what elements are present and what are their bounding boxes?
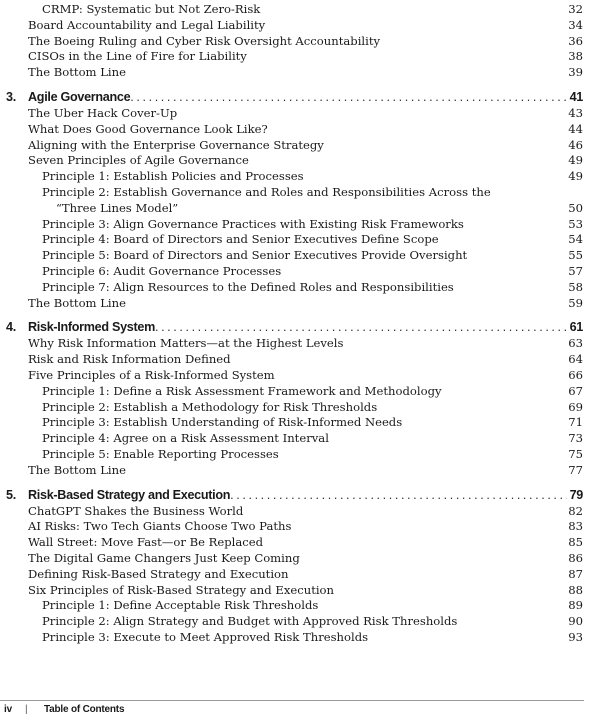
chapter-number: 4.: [6, 320, 16, 335]
toc-entry-title: Principle 5: Board of Directors and Senior Executives Provide Oversight: [42, 248, 468, 263]
toc-entry-page: 87: [568, 566, 583, 581]
toc-entry[interactable]: [0, 384, 606, 400]
toc-entry[interactable]: [0, 415, 606, 431]
chapter-title: Risk-Based Strategy and Execution: [28, 487, 231, 502]
toc-entry-page: 32: [568, 2, 583, 16]
toc-entry-page: 82: [568, 503, 583, 518]
toc-entry[interactable]: [0, 368, 606, 384]
toc-entry[interactable]: [0, 106, 606, 122]
toc-entry-title: Defining Risk-Based Strategy and Execution: [28, 566, 289, 581]
toc-entry-title: What Does Good Governance Look Like?: [28, 121, 268, 136]
toc-entry-title: Principle 3: Execute to Meet Approved Risk Thresholds: [42, 629, 369, 644]
toc-entry-title: The Bottom Line: [28, 462, 126, 477]
toc-entry[interactable]: [0, 352, 606, 368]
toc-entry-page: 69: [568, 399, 583, 414]
toc-entry-page: 54: [568, 232, 583, 247]
toc-chapter-heading[interactable]: [0, 89, 606, 106]
chapter-page: 79: [569, 487, 583, 502]
toc-entry[interactable]: [0, 598, 606, 614]
toc-entry[interactable]: [0, 630, 606, 646]
toc-entry[interactable]: [0, 65, 606, 81]
toc-entry-title: Principle 1: Define Acceptable Risk Thresholds: [42, 598, 319, 613]
toc-entry-title: AI Risks: Two Tech Giants Choose Two Paths: [28, 519, 292, 534]
toc-entry-page: 43: [568, 105, 583, 120]
toc-entry-page: 83: [568, 519, 583, 534]
footer-separator: |: [25, 704, 28, 715]
toc-entry[interactable]: [0, 232, 606, 248]
running-title: Table of Contents: [44, 704, 125, 715]
toc-entry[interactable]: [0, 18, 606, 34]
toc-chapter-heading[interactable]: [0, 487, 606, 504]
chapter-page: 61: [569, 320, 583, 335]
toc-entry-title: The Bottom Line: [28, 295, 126, 310]
toc-entry-page: 49: [568, 153, 583, 168]
chapter-number: 3.: [6, 89, 16, 104]
page-folio: iv: [4, 704, 12, 715]
toc-entry-title: Wall Street: Move Fast—or Be Replaced: [28, 535, 264, 550]
toc-entry[interactable]: [0, 400, 606, 416]
dot-leader: [130, 89, 566, 106]
toc-entry-title: The Uber Hack Cover-Up: [28, 105, 178, 120]
toc-entry[interactable]: [0, 2, 606, 18]
toc-entry[interactable]: [0, 567, 606, 583]
toc-entry[interactable]: [0, 583, 606, 599]
toc-entry-continuation[interactable]: [0, 201, 606, 217]
toc-entry-page: 63: [568, 336, 583, 351]
dot-leader: [155, 319, 567, 336]
chapter-number: 5.: [6, 487, 16, 502]
toc-entry[interactable]: [0, 447, 606, 463]
toc-entry-page: 86: [568, 550, 583, 565]
toc-entry-title: CRMP: Systematic but Not Zero-Risk: [42, 2, 261, 16]
toc-entry[interactable]: [0, 248, 606, 264]
footer-rule: [0, 700, 584, 701]
toc-entry-page: 88: [568, 582, 583, 597]
toc-entry-page: 55: [568, 248, 583, 263]
toc-entry-title: Principle 3: Align Governance Practices with Existing Risk Frameworks: [42, 216, 464, 231]
toc-entry-title: Principle 1: Define a Risk Assessment Framework and Methodology: [42, 383, 442, 398]
toc-entry[interactable]: [0, 519, 606, 535]
toc-entry[interactable]: [0, 504, 606, 520]
toc-entry-page: 50: [568, 200, 583, 215]
toc-entry-page: 59: [568, 295, 583, 310]
table-of-contents: [0, 2, 606, 646]
toc-entry[interactable]: [0, 138, 606, 154]
toc-entry-page: 75: [568, 446, 583, 461]
toc-entry[interactable]: [0, 463, 606, 479]
toc-entry-page: 73: [568, 431, 583, 446]
toc-entry-page: 39: [568, 65, 583, 80]
toc-entry-title: Board Accountability and Legal Liability: [28, 17, 266, 32]
toc-entry-page: 93: [568, 629, 583, 644]
toc-entry-page: 58: [568, 279, 583, 294]
toc-entry[interactable]: [0, 169, 606, 185]
toc-entry-title: The Digital Game Changers Just Keep Coming: [28, 550, 300, 565]
toc-entry-title: Risk and Risk Information Defined: [28, 352, 231, 367]
toc-entry-page: 36: [568, 33, 583, 48]
toc-entry-page: 46: [568, 137, 583, 152]
toc-entry-page: 57: [568, 263, 583, 278]
toc-entry-page: 64: [568, 352, 583, 367]
toc-entry-title: Principle 2: Establish a Methodology for Risk Thresholds: [42, 399, 378, 414]
toc-entry[interactable]: [0, 336, 606, 352]
toc-entry-page: 77: [568, 462, 583, 477]
toc-entry-page: 49: [568, 169, 583, 184]
toc-entry-page: 71: [568, 415, 583, 430]
toc-entry[interactable]: [0, 280, 606, 296]
toc-chapter-heading[interactable]: [0, 319, 606, 336]
toc-entry-page: 66: [568, 367, 583, 382]
toc-entry-title: Why Risk Information Matters—at the Highest Levels: [28, 336, 344, 351]
chapter-title: Risk-Informed System: [28, 320, 155, 335]
toc-entry-title: Principle 6: Audit Governance Processes: [42, 263, 282, 278]
toc-entry-title: Principle 2: Align Strategy and Budget with Approved Risk Thresholds: [42, 614, 458, 629]
toc-entry-title: Principle 3: Establish Understanding of Risk-Informed Needs: [42, 415, 403, 430]
toc-entry[interactable]: [0, 264, 606, 280]
toc-entry-title: Principle 5: Enable Reporting Processes: [42, 446, 279, 461]
toc-entry-page: 90: [568, 614, 583, 629]
toc-entry[interactable]: [0, 296, 606, 312]
toc-entry-page: 38: [568, 49, 583, 64]
toc-entry-title: The Boeing Ruling and Cyber Risk Oversight Accountability: [28, 33, 381, 48]
page-footer: [4, 704, 124, 715]
toc-entry[interactable]: [0, 551, 606, 567]
chapter-title: Agile Governance: [28, 89, 131, 104]
toc-entry[interactable]: [0, 34, 606, 50]
toc-entry-title: Six Principles of Risk-Based Strategy and Execution: [28, 582, 335, 597]
toc-entry[interactable]: [0, 535, 606, 551]
toc-entry-title: ChatGPT Shakes the Business World: [28, 503, 244, 518]
toc-entry[interactable]: [0, 217, 606, 233]
toc-entry-title: Five Principles of a Risk-Informed System: [28, 367, 275, 382]
toc-entry-title: The Bottom Line: [28, 65, 126, 80]
toc-entry[interactable]: [0, 49, 606, 65]
toc-entry[interactable]: [0, 185, 606, 201]
toc-entry-page: 85: [568, 535, 583, 550]
toc-entry-title: Seven Principles of Agile Governance: [28, 153, 249, 168]
toc-entry[interactable]: [0, 614, 606, 630]
toc-entry-title: Principle 7: Align Resources to the Defined Roles and Responsibilities: [42, 279, 454, 294]
toc-entry[interactable]: [0, 122, 606, 138]
toc-entry[interactable]: [0, 431, 606, 447]
toc-entry-title: “Three Lines Model”: [56, 200, 179, 215]
toc-entry-title: Principle 4: Board of Directors and Senior Executives Define Scope: [42, 232, 439, 247]
toc-entry-page: 44: [568, 121, 583, 136]
toc-entry-title: Principle 1: Establish Policies and Processes: [42, 169, 304, 184]
toc-entry-page: 89: [568, 598, 583, 613]
toc-entry-title: Principle 2: Establish Governance and Roles and Responsibilities Across the: [42, 184, 491, 199]
chapter-page: 41: [569, 89, 583, 104]
dot-leader: [230, 487, 566, 504]
toc-entry-title: CISOs in the Line of Fire for Liability: [28, 49, 247, 64]
toc-entry-title: Principle 4: Agree on a Risk Assessment Interval: [42, 431, 329, 446]
toc-entry[interactable]: [0, 153, 606, 169]
toc-entry-title: Aligning with the Enterprise Governance Strategy: [28, 137, 324, 152]
toc-entry-page: 53: [568, 216, 583, 231]
toc-entry-page: 34: [568, 17, 583, 32]
toc-entry-page: 67: [568, 383, 583, 398]
